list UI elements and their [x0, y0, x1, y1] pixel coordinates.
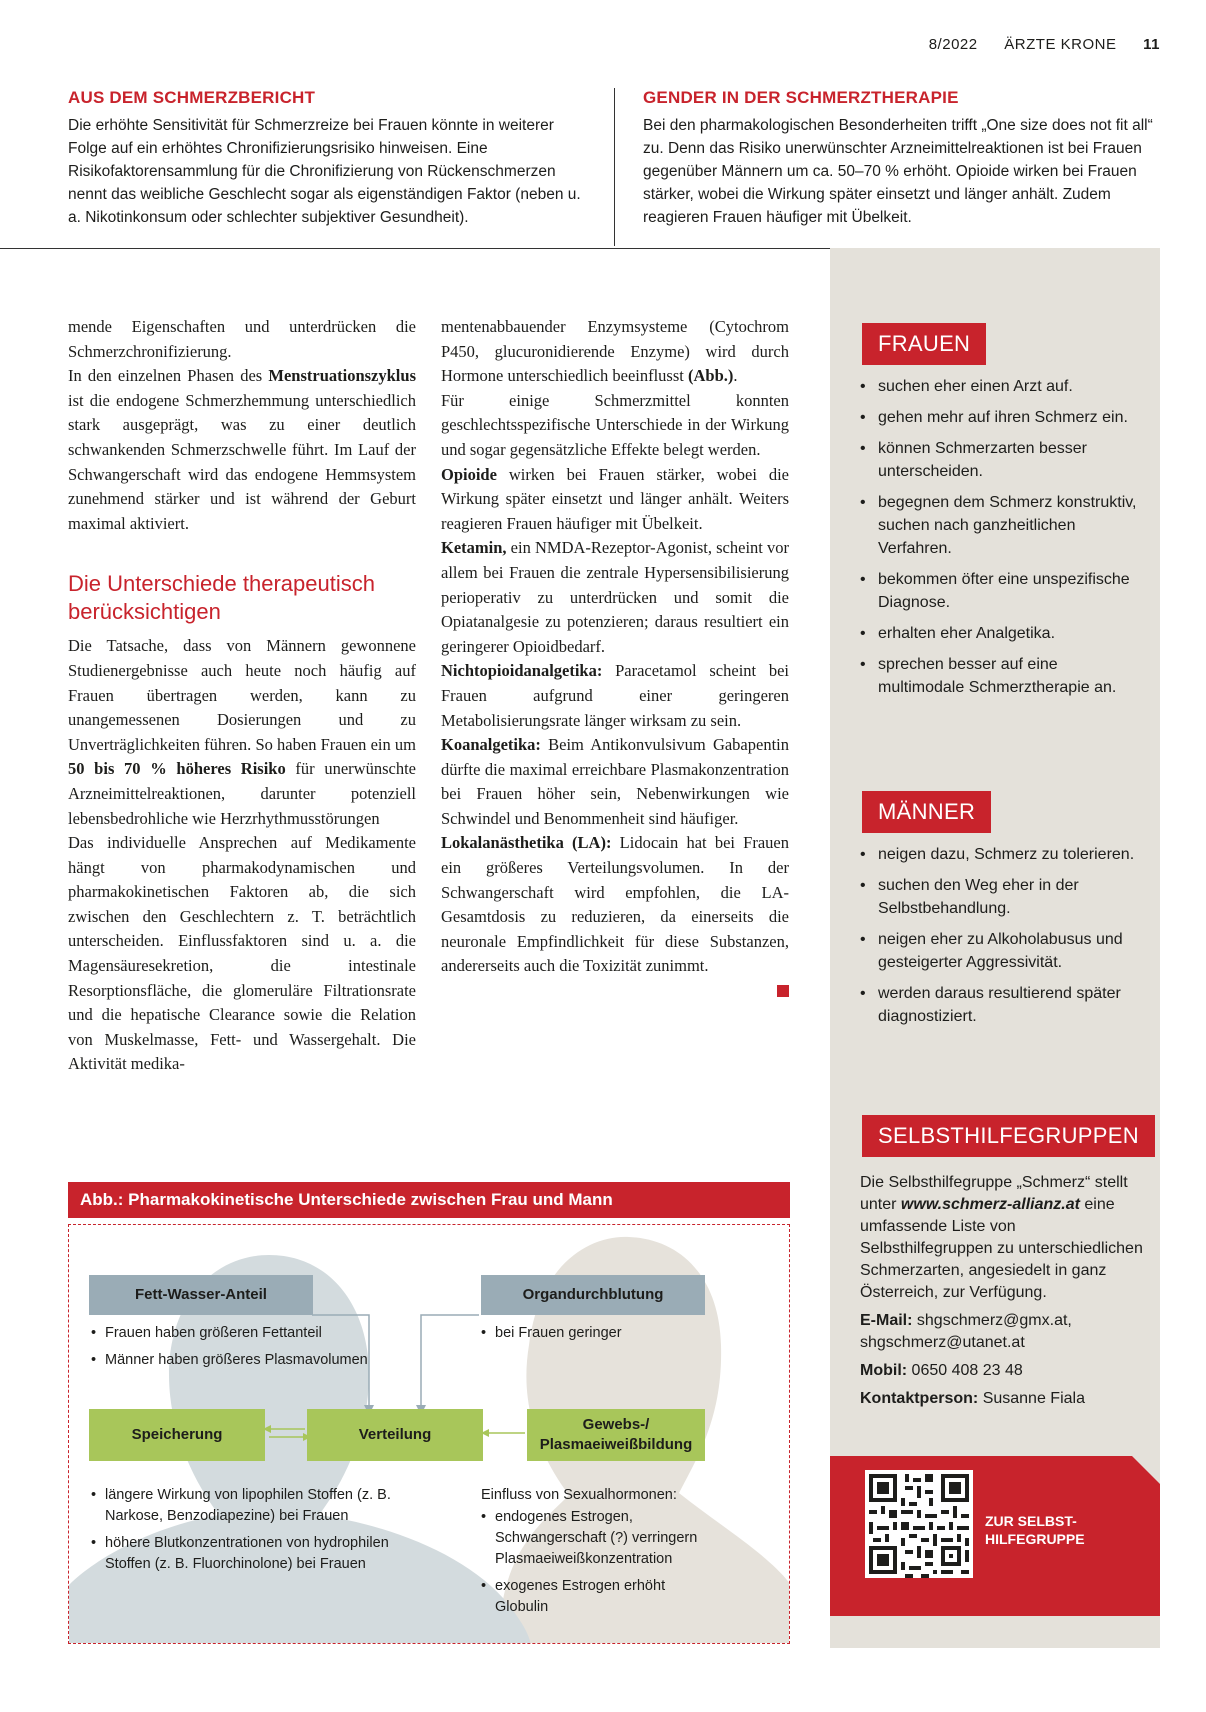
paragraph: Opioide wirken bei Frauen stärker, wobei die Wirkung später einsetzt und länger anhält. Weiters reagieren Frauen häufiger mit Übelkeit.: [441, 464, 789, 533]
list-item: • suchen den Weg eher in der Selbstbehandlung.: [860, 874, 1145, 920]
body-column-2: [441, 315, 789, 997]
figure-title: Abb.: Pharmakokinetische Unterschiede zwischen Frau und Mann: [68, 1182, 790, 1218]
box-plasmaeiweissbildung: Gewebs-/ Plasmaeiweißbildung: [527, 1409, 705, 1461]
list-item: • werden daraus resultierend später diagnostiziert.: [860, 982, 1145, 1028]
list-item: • begegnen dem Schmerz konstruktiv, suchen nach ganzheitlichen Verfahren.: [860, 491, 1145, 560]
paragraph: mentenabbauender Enzymsysteme (Cytochrom P450, glucuronidierende Enzyme) wird durch Hormone unterschiedlich beeinflusst (Abb.).: [441, 317, 789, 386]
organ-list: [481, 1323, 721, 1350]
list-item: • können Schmerzarten besser unterscheiden.: [860, 437, 1145, 483]
list-item: • erhalten eher Analgetika.: [860, 622, 1145, 645]
selfhelp-link[interactable]: www.schmerz-allianz.at: [900, 1196, 1080, 1213]
sidebar: [830, 248, 1160, 1648]
fat-list: [91, 1323, 391, 1377]
paragraph: mende Eigenschaften und unterdrücken die Schmerzchronifizierung.: [68, 317, 416, 361]
info-box-text: Bei den pharmakologischen Besonderheiten trifft „One size does not fit all“ zu. Denn das Risiko unerwünschter Arzneimittelreaktionen ist bei Frauen gegenüber Männern um ca. 50–70 % erhöht. Opioide wirken bei Frauen stärker, wobei die Wirkung später einsetzt und länger anhält. Zudem reagieren Frauen häufiger mit Übelkeit.: [643, 117, 1153, 226]
storage-list: [91, 1485, 391, 1581]
page-number: 11: [1143, 36, 1160, 53]
end-mark-icon: [777, 985, 789, 997]
figure-frame: [68, 1224, 790, 1644]
box-fett-wasser-anteil: Fett-Wasser-Anteil: [89, 1275, 313, 1315]
issue-number: 8/2022: [928, 36, 978, 53]
selfhelp-mobile: Mobil: 0650 408 23 48: [860, 1362, 1023, 1379]
list-item: • endogenes Estrogen, Schwangerschaft (?) verringern Plasmaeiweißkonzentration: [481, 1507, 711, 1570]
list-item: • Männer haben größeres Plasmavolumen: [91, 1350, 391, 1371]
list-item: • neigen dazu, Schmerz zu tolerieren.: [860, 843, 1145, 866]
info-box-title: AUS DEM SCHMERZBERICHT: [68, 88, 316, 107]
list-item: • höhere Blutkonzentrationen von hydrophilen Stoffen (z. B. Fluorchinolone) bei Frauen: [91, 1533, 391, 1575]
qr-code-box[interactable]: [830, 1456, 1160, 1616]
list-item: • Frauen haben größeren Fettanteil: [91, 1323, 391, 1344]
list-item: • suchen eher einen Arzt auf.: [860, 375, 1145, 398]
sidebar-heading-frauen: FRAUEN: [862, 323, 986, 365]
paragraph: Koanalgetika: Beim Antikonvulsivum Gabapentin dürfte die maximal erreichbare Plasmakonzentration bei Frauen höher sein, Nebenwirkungen wie Schwindel und Benommenheit sind häufiger.: [441, 735, 789, 828]
list-item: • bei Frauen geringer: [481, 1323, 721, 1344]
qr-label[interactable]: ZUR SELBST- HILFEGRUPPE: [985, 1513, 1085, 1547]
paragraph: Ketamin, ein NMDA-Rezeptor-Agonist, scheint vor allem bei Frauen die zentrale Hypersensibilisierung perioperativ zu unterdrücken und somit die Opiatanalgesie zu potenzieren; daraus resultiert ein geringerer Opioidbedarf.: [441, 538, 789, 656]
box-organdurchblutung: Organdurchblutung: [481, 1275, 705, 1315]
paragraph: Die Tatsache, dass von Männern gewonnene Studienergebnisse auch heute noch häufig auf Frauen übertragen werden, kann zu unangemessenen Dosierungen und zu Unverträglichkeiten führen. So haben Frauen ein um 50 bis 70 % höheres Risiko für unerwünschte Arzneimittelreaktionen, darunter potenziell lebensbedrohliche wie Herzrhythmusstörungen: [68, 636, 416, 828]
hormone-intro: Einfluss von Sexualhormonen:: [481, 1487, 677, 1503]
paragraph: Lokalanästhetika (LA): Lidocain hat bei Frauen ein größeres Verteilungsvolumen. In der Schwangerschaft wird empfohlen, die LA-Gesamtdosis zu reduzieren, da einerseits die neuronale Empfindlichkeit für diese Substanzen, andererseits auch die Toxizität zunimmt.: [441, 833, 789, 976]
box-verteilung: Verteilung: [307, 1409, 483, 1461]
info-box-gender: [643, 88, 1163, 229]
section-heading: Die Unterschiede therapeutisch berücksichtigen: [68, 571, 375, 625]
list-item: • exogenes Estrogen erhöht Globulin: [481, 1576, 711, 1618]
magazine-name: ÄRZTE KRONE: [1004, 36, 1117, 53]
column-divider: [614, 88, 615, 246]
list-item: • sprechen besser auf eine multimodale Schmerztherapie an.: [860, 653, 1145, 699]
figure-pharmacokinetics: [68, 1182, 790, 1644]
sidebar-heading-maenner: MÄNNER: [862, 791, 991, 833]
paragraph: In den einzelnen Phasen des Menstruationszyklus ist die endogene Schmerzhemmung unterschiedlich stark ausgeprägt, was zu einer deutlich schwankenden Schmerzschwelle führt. Im Lauf der Schwangerschaft wird das endogene Hemmsystem zunehmend stärker und ist während der Geburt maximal aktiviert.: [68, 366, 416, 533]
running-header: [907, 36, 1160, 53]
paragraph: Für einige Schmerzmittel konnten geschlechtsspezifische Unterschiede in der Wirkung und sogar gegensätzliche Effekte belegt werden.: [441, 390, 789, 459]
list-item: • bekommen öfter eine unspezifische Diagnose.: [860, 568, 1145, 614]
selfhelp-text: [860, 1172, 1145, 1416]
list-item: • längere Wirkung von lipophilen Stoffen (z. B. Narkose, Benzodiapezine) bei Frauen: [91, 1485, 391, 1527]
selfhelp-email: E-Mail: shgschmerz@gmx.at, shgschmerz@utanet.at: [860, 1312, 1072, 1351]
sidebar-heading-selbsthilfe: SELBSTHILFEGRUPPEN: [862, 1115, 1155, 1157]
body-column-1: [68, 315, 416, 1077]
frauen-list: [860, 375, 1145, 707]
info-box-title: GENDER IN DER SCHMERZTHERAPIE: [643, 88, 959, 107]
selfhelp-contact: Kontaktperson: Susanne Fiala: [860, 1390, 1085, 1407]
paragraph: Das individuelle Ansprechen auf Medikamente hängt von pharmakodynamischen und pharmakokinetischen Faktoren ab, die sich zwischen den Geschlechtern z. T. beträchtlich unterscheiden. Einflussfaktoren sind u. a. die Magensäuresekretion, die intestinale Resorptionsfläche, die glomeruläre Filtrationsrate und die hepatische Clearance sowie die Relation von Muskelmasse, Fett- und Wassergehalt. Die Aktivität medika-: [68, 833, 416, 1074]
info-box-text: Die erhöhte Sensitivität für Schmerzreize bei Frauen könnte in weiterer Folge auf ein erhöhtes Chronifizierungsrisiko hinweisen. Eine Risikofaktorensammlung für die Chronifizierung von Rückenschmerzen nennt das weibliche Geschlecht sogar als eigenständigen Faktor (neben u. a. Nikotinkonsum oder schlechter subjektiver Gesundheit).: [68, 117, 581, 226]
selfhelp-description: Die Selbsthilfegruppe „Schmerz“ stellt unter www.schmerz-allianz.at eine umfassende Liste von Selbsthilfegruppen zu unterschiedlichen Schmerzarten, angesiedelt in ganz Österreich, zur Verfügung.: [860, 1174, 1143, 1301]
paragraph: Nichtopioidanalgetika: Paracetamol scheint bei Frauen aufgrund einer geringeren Metabolisierungsrate länger wirksam zu sein.: [441, 661, 789, 730]
info-box-schmerzbericht: [68, 88, 584, 229]
list-item: • neigen eher zu Alkoholabusus und gesteigerter Aggressivität.: [860, 928, 1145, 974]
qr-code-icon[interactable]: [865, 1470, 973, 1578]
hormone-list: [481, 1507, 711, 1624]
box-speicherung: Speicherung: [89, 1409, 265, 1461]
list-item: • gehen mehr auf ihren Schmerz ein.: [860, 406, 1145, 429]
horizontal-rule: [0, 248, 830, 249]
maenner-list: [860, 843, 1145, 1036]
